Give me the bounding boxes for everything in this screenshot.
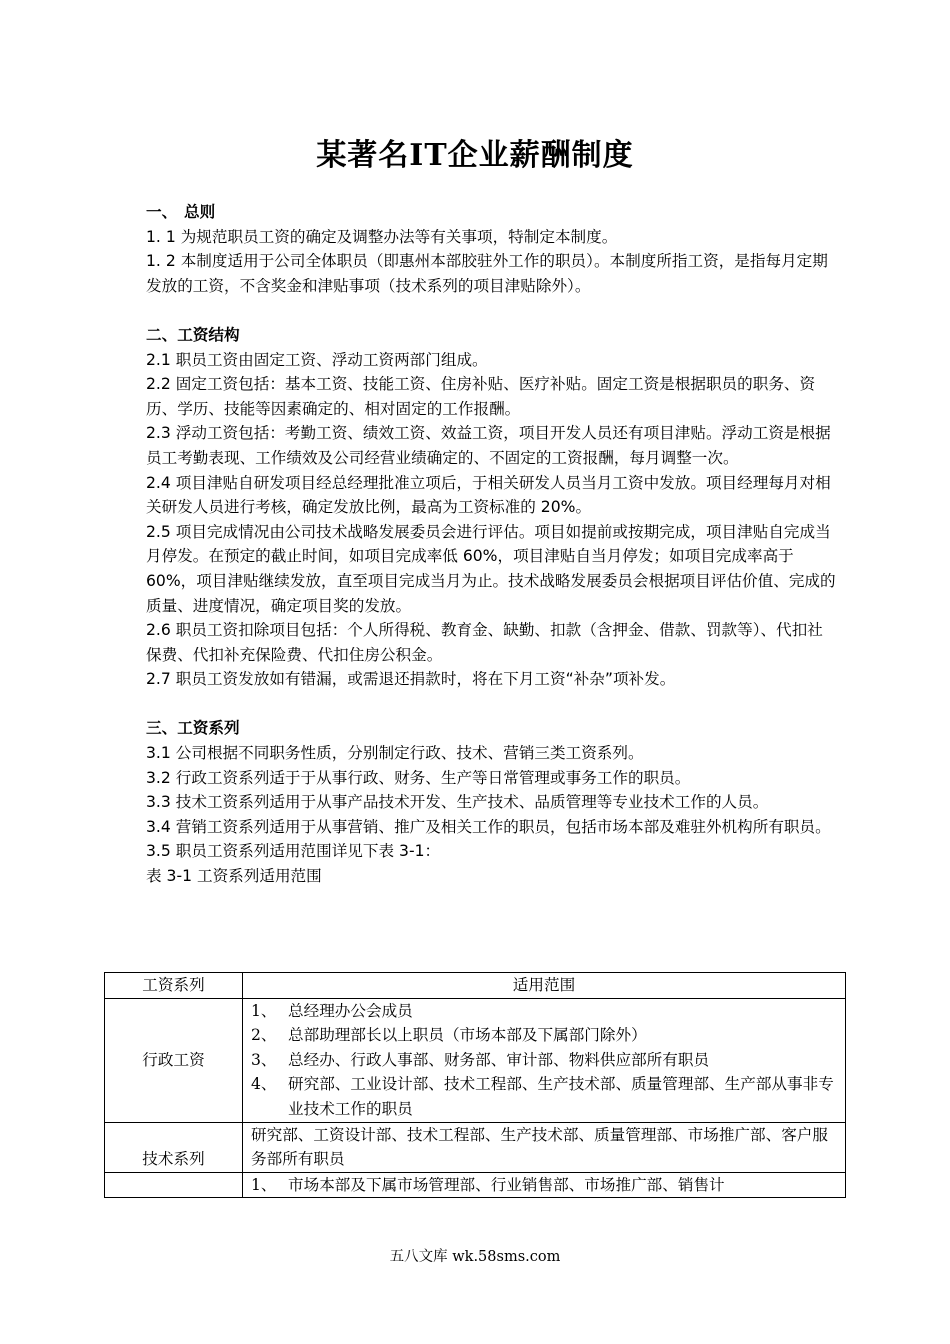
scope-cell: 研究部、工资设计部、技术工程部、生产技术部、质量管理部、市场推广部、客户服务部所有职员	[243, 1122, 846, 1172]
footer-watermark: 五八文库 wk.58sms.com	[389, 1249, 561, 1265]
table-row	[105, 998, 846, 1122]
item-text: 总经办、行政人事部、财务部、审计部、物料供应部所有职员	[288, 1050, 710, 1069]
section-heading-1	[146, 200, 836, 225]
section-number: 一、	[146, 203, 178, 221]
list-item	[251, 1023, 837, 1048]
item-number: 4、	[251, 1075, 277, 1094]
list-item	[251, 1173, 837, 1198]
paragraph: 2.1 职员工资由固定工资、浮动工资两部门组成。	[146, 350, 488, 369]
section-title: 总则	[184, 203, 216, 221]
paragraph: 3.2 行政工资系列适于于从事行政、财务、生产等日常管理或事务工作的职员。	[146, 768, 691, 787]
series-cell	[105, 1172, 243, 1198]
document-title: 某著名IT企业薪酬制度	[316, 138, 634, 173]
paragraph: 2.3 浮动工资包括：考勤工资、绩效工资、效益工资，项目开发人员还有项目津贴。浮动工资是根据员工考勤表现、工作绩效及公司经营业绩确定的、不固定的工资报酬，每月调整一次。	[146, 424, 831, 467]
list-item	[251, 999, 837, 1024]
item-text: 研究部、工业设计部、技术工程部、生产技术部、质量管理部、生产部从事非专业技术工作的职员	[288, 1075, 834, 1118]
paragraph: 2.4 项目津贴自研发项目经总经理批准立项后，于相关研发人员当月工资中发放。项目经理每月对相关研发人员进行考核，确定发放比例，最高为工资标准的 20%。	[146, 473, 831, 517]
item-text: 总部助理部长以上职员（市场本部及下属部门除外）	[288, 1026, 647, 1045]
paragraph: 3.5 职员工资系列适用范围详见下表 3-1：	[146, 842, 441, 861]
item-number: 1、	[251, 1001, 277, 1020]
header-cell-series: 工资系列	[105, 973, 243, 999]
series-cell: 行政工资	[105, 998, 243, 1122]
paragraph: 3.3 技术工资系列适用于从事产品技术开发、生产技术、品质管理等专业技术工作的人员。	[146, 793, 769, 812]
paragraph: 2.6 职员工资扣除项目包括：个人所得税、教育金、缺勤、扣款（含押金、借款、罚款等）、代扣社保费、代扣补充保险费、代扣住房公积金。	[146, 621, 823, 664]
table-row	[105, 1172, 846, 1198]
item-number: 3、	[251, 1050, 277, 1069]
section-heading-2: 二、工资结构	[146, 325, 240, 344]
paragraph: 2.5 项目完成情况由公司技术战略发展委员会进行评估。项目如提前或按期完成，项目津贴自完成当月停发。在预定的截止时间，如项目完成率低 60%，项目津贴自当月停发；如项目完成率高于 60%，项目津贴继续发放，直至项目完成当月为止。技术战略发展委员会根据项目评估价值、完成的质量、进度情况，确定项目奖的发放。	[146, 522, 836, 615]
paragraph: 2.2 固定工资包括：基本工资、技能工资、住房补贴、医疗补贴。固定工资是根据职员的职务、资历、学历、技能等因素确定的、相对固定的工作报酬。	[146, 375, 816, 418]
item-text: 市场本部及下属市场管理部、行业销售部、市场推广部、销售计	[288, 1175, 725, 1194]
table-header-row	[105, 973, 846, 999]
salary-series-table	[104, 972, 846, 1198]
paragraph: 3.4 营销工资系列适用于从事营销、推广及相关工作的职员，包括市场本部及难驻外机构所有职员。	[146, 817, 831, 836]
item-number: 2、	[251, 1026, 277, 1045]
list-item	[251, 1072, 837, 1121]
scope-cell	[243, 1172, 846, 1198]
section-heading-3: 三、工资系列	[146, 719, 240, 738]
series-cell: 技术系列	[105, 1122, 243, 1172]
scope-cell	[243, 998, 846, 1122]
list-item	[251, 1048, 837, 1073]
paragraph: 1. 1 为规范职员工资的确定及调整办法等有关事项，特制定本制度。	[146, 227, 618, 246]
paragraph: 2.7 职员工资发放如有错漏，或需退还捐款时，将在下月工资“补杂”项补发。	[146, 670, 676, 689]
document-body	[146, 200, 836, 889]
table-caption: 表 3-1 工资系列适用范围	[146, 867, 322, 886]
table-row	[105, 1122, 846, 1172]
paragraph: 1. 2 本制度适用于公司全体职员（即惠州本部胶驻外工作的职员）。本制度所指工资，是指每月定期发放的工资，不含奖金和津贴事项（技术系列的项目津贴除外）。	[146, 252, 828, 295]
paragraph: 3.1 公司根据不同职务性质，分别制定行政、技术、营销三类工资系列。	[146, 744, 644, 763]
item-text: 总经理办公会成员	[288, 1001, 413, 1020]
item-number: 1、	[251, 1175, 277, 1194]
header-cell-scope: 适用范围	[243, 973, 846, 999]
